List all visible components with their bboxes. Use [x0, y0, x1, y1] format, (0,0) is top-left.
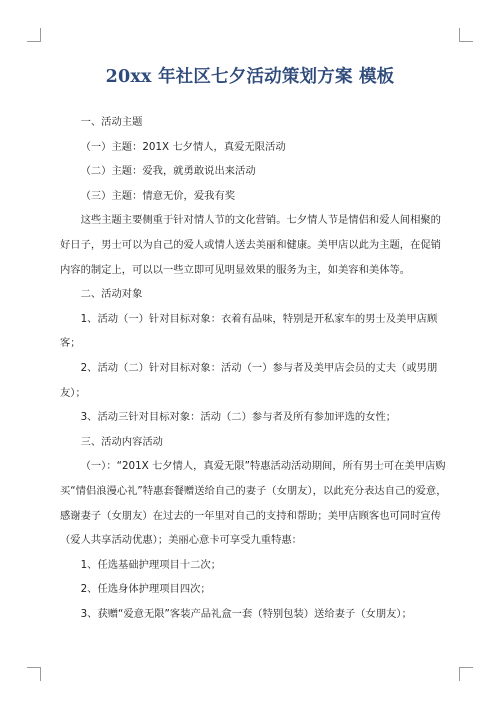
crop-mark-top-left-v — [40, 28, 41, 42]
paragraph-content-1: （一）：“201X 七夕情人，真爱无限”特惠活动活动期间，所有男士可在美甲店购买“情侣浪漫心礼”特惠套餐赠送给自己的妻子（女朋友），以此充分表达自己的爱意，感谢妻子（女朋友）在过去的一年里对自己的支持和帮助；美甲店顾客也可同时宣传（爱人共享活动优惠）；美丽心意卡可享受九重特惠： — [60, 460, 447, 547]
crop-mark-bottom-left-h — [27, 667, 41, 668]
list-item-1: 1、任选基础护理项目十二次； — [80, 558, 222, 571]
crop-mark-bottom-right-h — [459, 667, 473, 668]
paragraph-theme-1: （一）主题：201X 七夕情人，真爱无限活动 — [80, 140, 286, 153]
crop-mark-bottom-left-v — [40, 667, 41, 681]
crop-mark-bottom-right-v — [459, 667, 460, 681]
list-item-3: 3、获赠“爱意无限”客装产品礼盒一套（特别包装）送给妻子（女朋友）； — [80, 607, 412, 620]
paragraph-theme-3: （三）主题：情意无价，爱我有奖 — [80, 189, 236, 202]
paragraph-audience-1: 1、活动（一）针对目标对象：衣着有品味，特别是开私家车的男士及美甲店顾客； — [60, 312, 438, 350]
paragraph-audience-3: 3、活动三针对目标对象：活动（二）参与者及所有参加评选的女性； — [80, 411, 397, 424]
list-item-2: 2、任选身体护理项目四次； — [80, 583, 211, 596]
crop-mark-top-left-h — [27, 41, 41, 42]
paragraph-theme-2: （二）主题：爱我，就勇敢说出来活动 — [80, 165, 256, 178]
crop-mark-top-right-h — [459, 41, 473, 42]
paragraph-theme-description: 这些主题主要侧重于针对情人节的文化营销。七夕情人节是情侣和爱人间相聚的好日子，男士可以为自己的爱人或情人送去美丽和健康。美甲店以此为主题，在促销内容的制定上，可以以一些立即可见明显效果的服务为主，如美容和美体等。 — [60, 214, 441, 276]
paragraph-audience-2: 2、活动（二）针对目标对象：活动（一）参与者及美甲店会员的丈夫（或男朋友）； — [60, 361, 438, 399]
document-body — [60, 110, 450, 626]
section-heading-audience: 二、活动对象 — [80, 288, 143, 301]
section-heading-theme: 一、活动主题 — [80, 116, 143, 128]
crop-mark-top-right-v — [459, 28, 460, 42]
section-heading-content: 三、活动内容活动 — [80, 435, 163, 448]
document-title: 20xx 年社区七夕活动策划方案 模板 — [105, 67, 395, 87]
